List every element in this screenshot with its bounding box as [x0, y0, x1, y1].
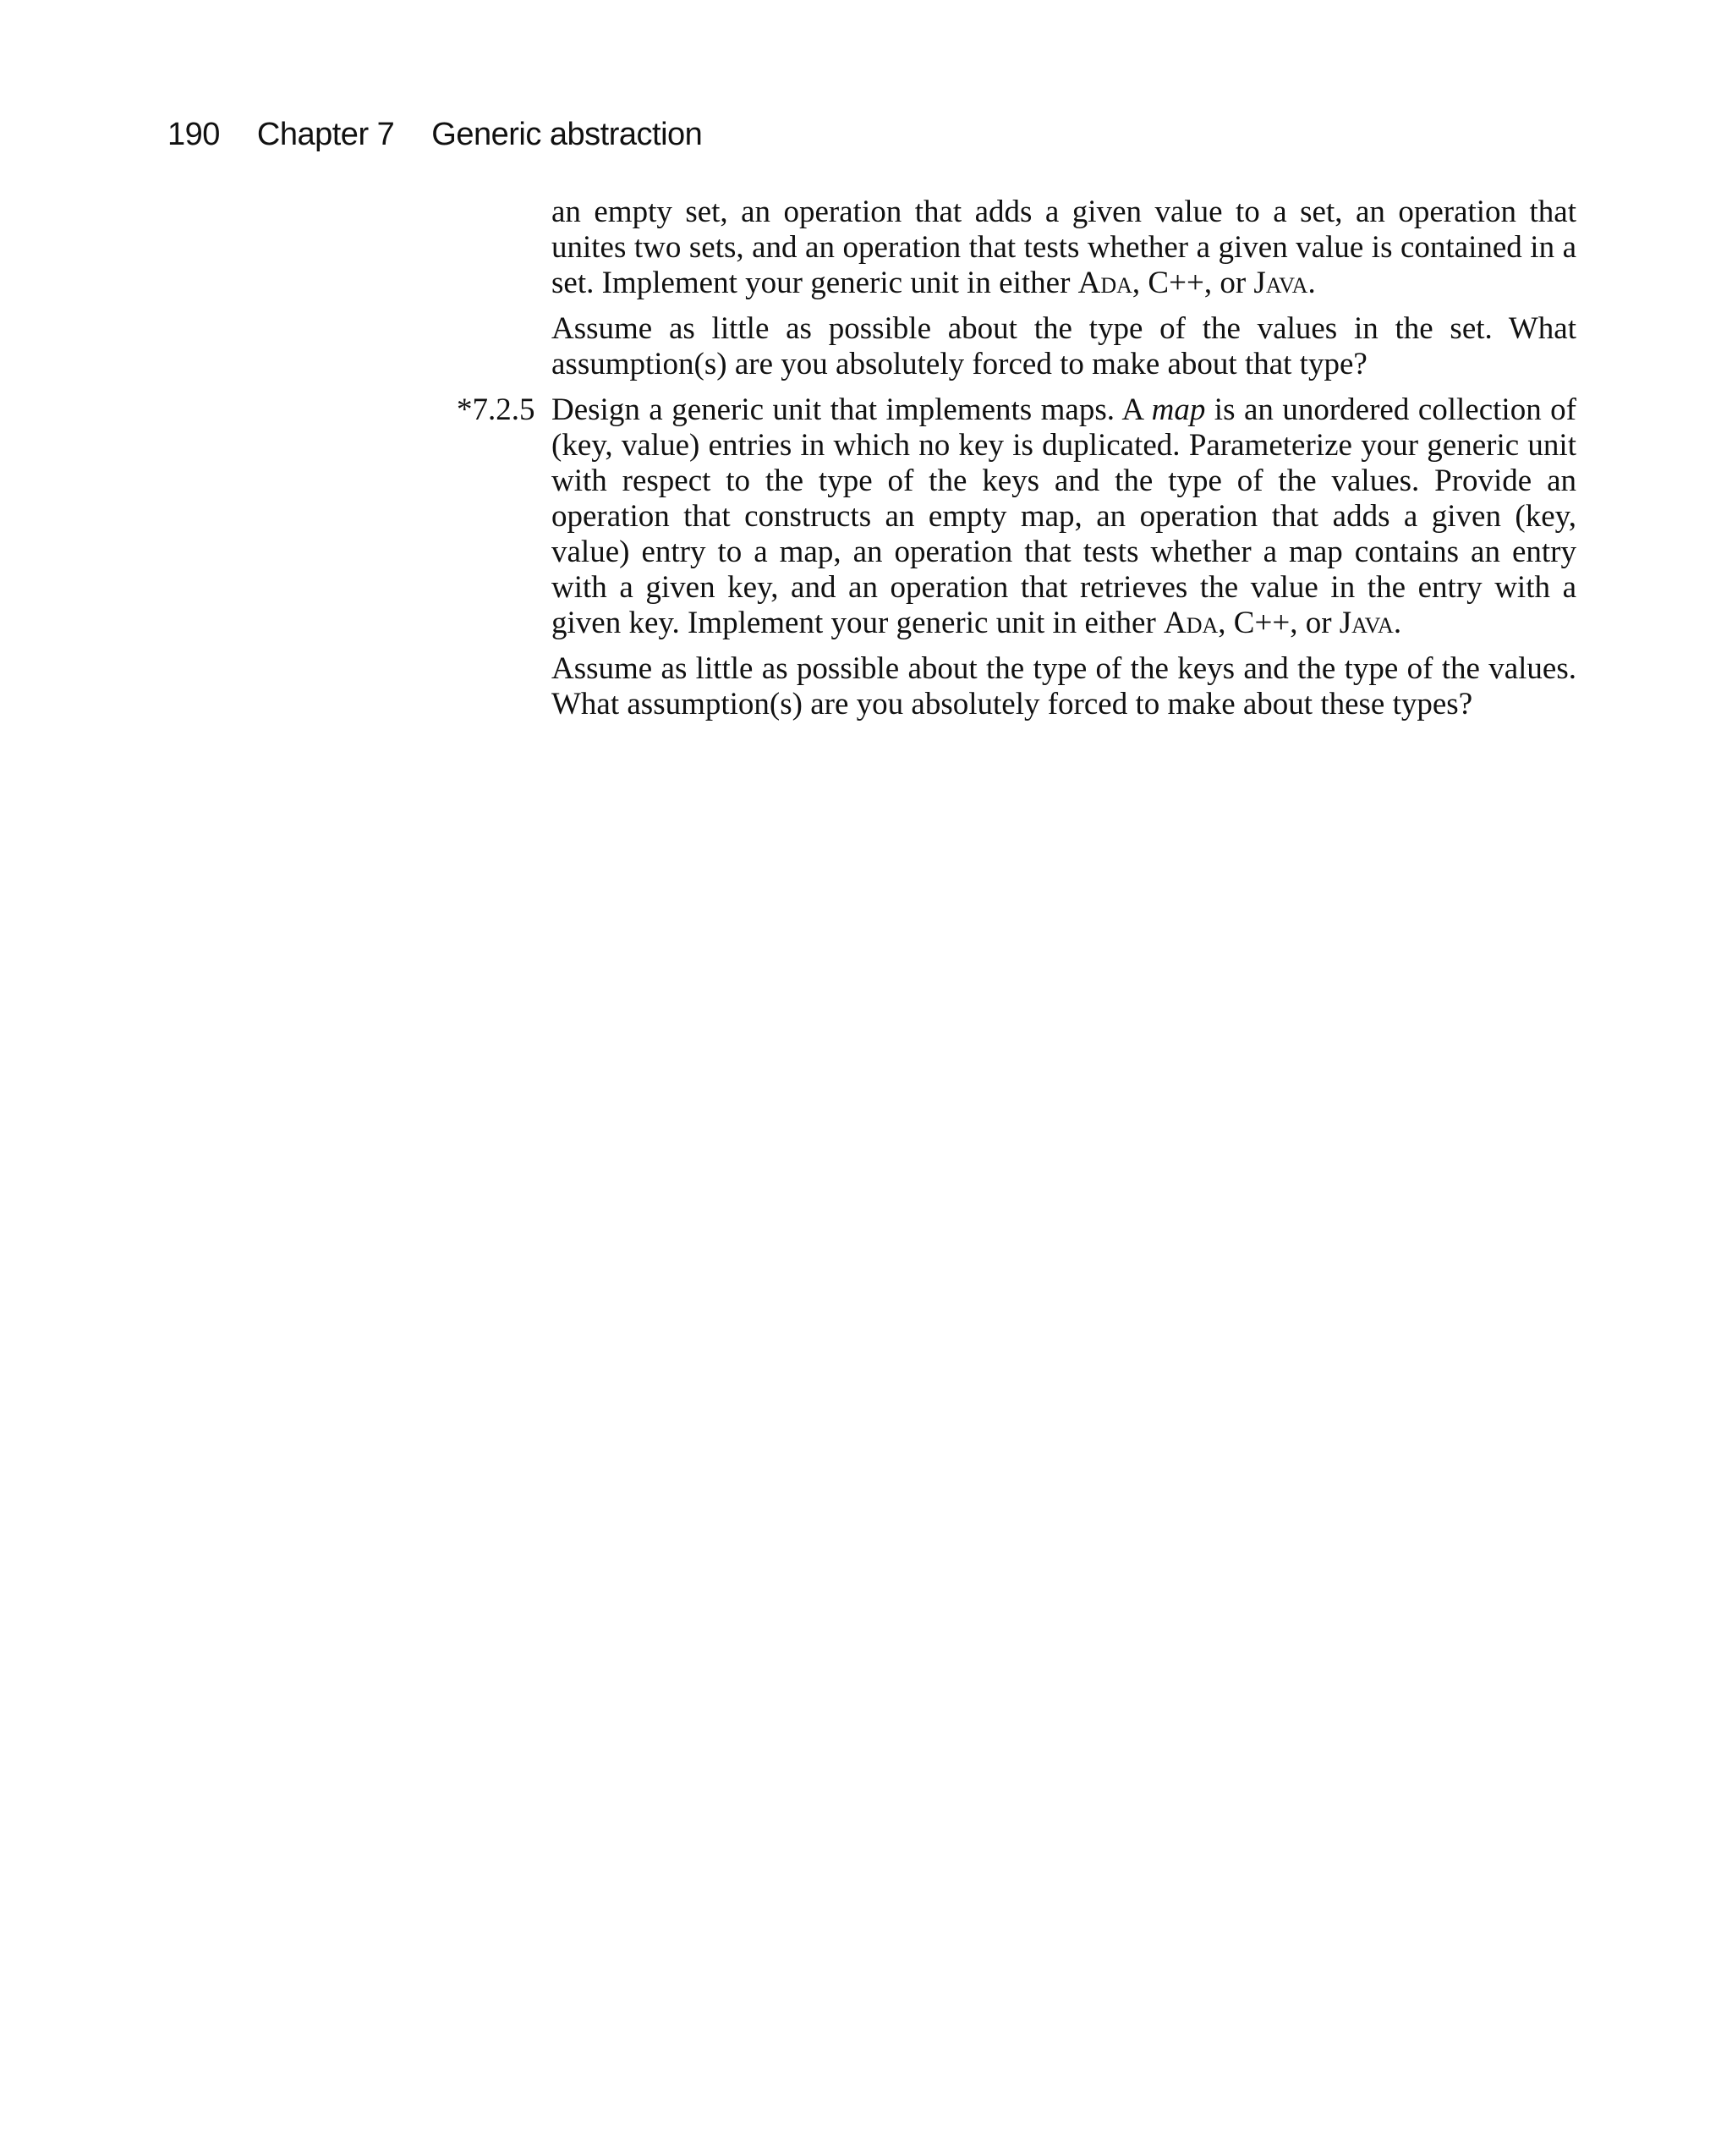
period: . — [1393, 606, 1402, 640]
continued-paragraph — [551, 195, 1576, 301]
chapter-label: Chapter 7 — [256, 117, 395, 152]
page-body — [457, 195, 1576, 732]
assumption-paragraph: Assume as little as possible about the type of the values in the set. What assumption(s) are you absolutely forced to make about that type? — [551, 311, 1576, 381]
paragraph-text: Design a generic unit that implements maps. A — [551, 392, 1152, 427]
language-ada: Ada — [1077, 266, 1132, 300]
language-ada: Ada — [1164, 606, 1219, 640]
exercise-paragraph — [551, 392, 1576, 641]
term-map: map — [1151, 392, 1206, 427]
language-java: Java — [1253, 266, 1308, 300]
page-number: 190 — [167, 117, 220, 152]
exercise-number: *7.2.5 — [457, 392, 535, 427]
separator-text: , C++, or — [1132, 266, 1254, 300]
running-head — [167, 117, 702, 153]
paragraph-text: an empty set, an operation that adds a given value to a set, an operation that unites two sets, and an operation that tests whether a given value is contained in a set. Implement your generic unit in either — [551, 195, 1576, 300]
separator-text: , C++, or — [1218, 606, 1340, 640]
exercise-assumption-paragraph: Assume as little as possible about the type of the keys and the type of the values. What assumption(s) are you absolutely forced to make about these types? — [551, 651, 1576, 721]
exercise-7-2-5 — [457, 392, 1576, 722]
paragraph-text: is an unordered collection of (key, value) entries in which no key is duplicated. Parameterize your generic unit with respect to the type of the keys and the type of the values. Provide an operation that constructs an empty map, an operation that adds a given (key, value) entry to a map, an operation that tests whether a map contains an entry with a given key, and an operation that retrieves the value in the entry with a given key. Implement your generic unit in either — [551, 392, 1576, 640]
chapter-title: Generic abstraction — [431, 117, 703, 152]
language-java: Java — [1339, 606, 1394, 640]
period: . — [1307, 266, 1316, 300]
